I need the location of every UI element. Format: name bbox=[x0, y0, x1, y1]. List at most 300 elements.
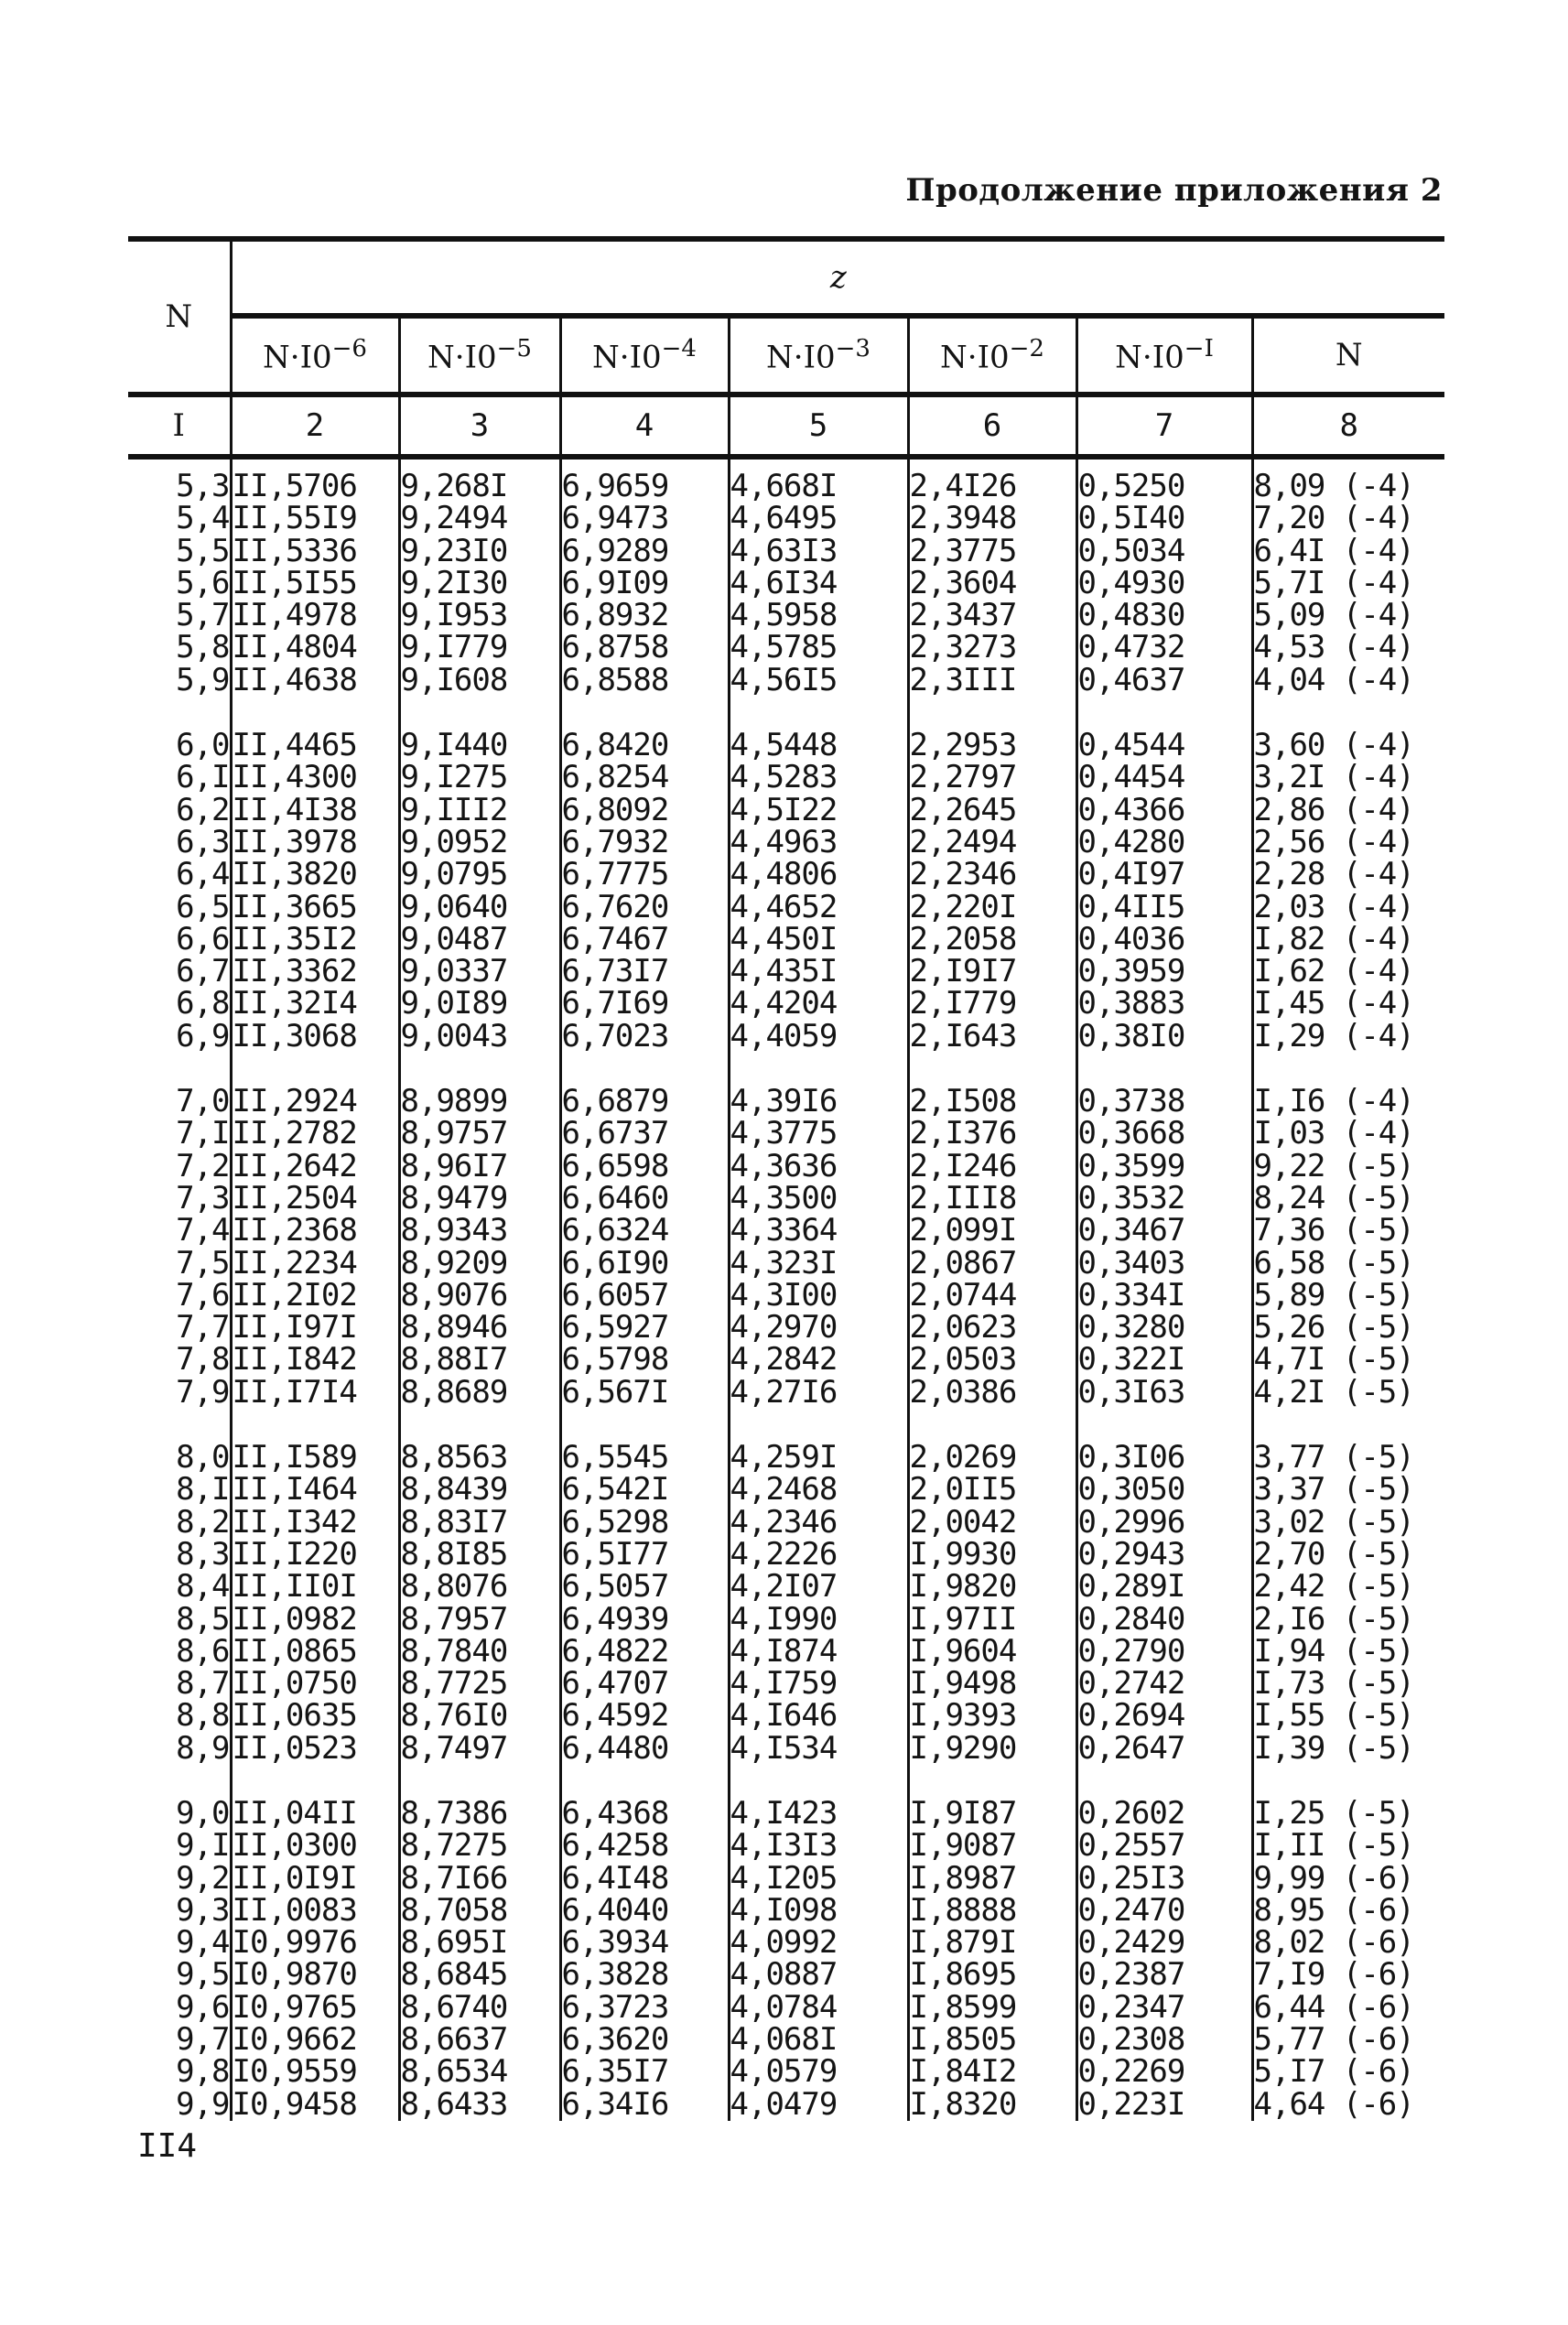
table-cell: II,I220 bbox=[232, 1535, 357, 1573]
header-subcolumns bbox=[128, 316, 1444, 395]
group-column-c3 bbox=[399, 457, 560, 697]
table-cell: 0,5250 bbox=[1077, 468, 1185, 504]
table-cell: 4,435I bbox=[730, 953, 838, 990]
group-column-c6 bbox=[908, 1794, 1076, 2123]
table-cell: 8,96I7 bbox=[400, 1147, 508, 1184]
table-cell: I,55 (-5) bbox=[1253, 1697, 1414, 1735]
table-cell: 2,3948 bbox=[909, 500, 1017, 537]
table-cell: 4,39I6 bbox=[730, 1083, 838, 1120]
table-cell: 0,2557 bbox=[1077, 1827, 1185, 1865]
table-cell: I0,9559 bbox=[232, 2053, 357, 2091]
table-cell: II,4I38 bbox=[232, 791, 357, 828]
table-cell: 9,2 bbox=[176, 1859, 230, 1897]
table-cell: 0,2308 bbox=[1077, 2021, 1185, 2059]
table-cell: 0,2742 bbox=[1077, 1665, 1185, 1703]
table-cell: 9,I440 bbox=[400, 727, 508, 764]
group-column-c5 bbox=[729, 1083, 908, 1411]
table-cell: 8,9 bbox=[176, 1729, 230, 1767]
table-cell: 4,2I (-5) bbox=[1253, 1373, 1414, 1411]
table-cell: 2,0269 bbox=[909, 1439, 1017, 1476]
table-cell: 6,6 bbox=[176, 920, 230, 957]
table-cell: 6,542I bbox=[561, 1471, 669, 1509]
table-cell: 8,8689 bbox=[400, 1373, 508, 1411]
table-cell: I,9290 bbox=[909, 1729, 1017, 1767]
table-cell: 2,0867 bbox=[909, 1244, 1017, 1281]
table-cell: 6,5798 bbox=[561, 1341, 669, 1379]
group-column-n bbox=[128, 1083, 231, 1411]
table-cell: 8,9076 bbox=[400, 1276, 508, 1314]
table-cell: 4,4652 bbox=[730, 888, 838, 925]
table-cell: 7,4 bbox=[176, 1212, 230, 1249]
table-cell: II,I342 bbox=[232, 1503, 357, 1541]
table-cell: 6,6598 bbox=[561, 1147, 669, 1184]
table-cell: 4,3500 bbox=[730, 1179, 838, 1217]
table-cell: 4,63I3 bbox=[730, 532, 838, 569]
table-cell: II,I589 bbox=[232, 1439, 357, 1476]
table-cell: 6,3 bbox=[176, 823, 230, 860]
table-cell: I,8599 bbox=[909, 1988, 1017, 2026]
table-cell: I,8320 bbox=[909, 2085, 1017, 2123]
table-cell: 0,25I3 bbox=[1077, 1859, 1185, 1897]
table-cell: 8,2 bbox=[176, 1503, 230, 1541]
table-cell: I,45 (-4) bbox=[1253, 985, 1414, 1022]
table-cell: 5,7 bbox=[176, 597, 230, 634]
table-cell: 8,7 bbox=[176, 1665, 230, 1703]
table-cell: 8,7058 bbox=[400, 1891, 508, 1929]
table-cell: 0,5034 bbox=[1077, 532, 1185, 569]
table-cell: 3,2I (-4) bbox=[1253, 759, 1414, 796]
column-number: 6 bbox=[908, 395, 1076, 457]
table-cell: 4,068I bbox=[730, 2021, 838, 2059]
table-cell: 8,02 (-6) bbox=[1253, 1924, 1414, 1962]
table-cell: 4,I423 bbox=[730, 1794, 838, 1832]
table-cell: 6,5298 bbox=[561, 1503, 669, 1541]
table-cell: II,3068 bbox=[232, 1017, 357, 1054]
table-cell: II,4978 bbox=[232, 597, 357, 634]
table-cell: 9,0337 bbox=[400, 953, 508, 990]
table-cell: 2,I508 bbox=[909, 1083, 1017, 1120]
table-cell: 8,83I7 bbox=[400, 1503, 508, 1541]
table-cell: 4,0479 bbox=[730, 2085, 838, 2123]
table-cell: 9,I608 bbox=[400, 661, 508, 698]
group-column-c7 bbox=[1076, 1794, 1252, 2123]
table-cell: 9,0795 bbox=[400, 856, 508, 893]
table-cell: 5,9 bbox=[176, 661, 230, 698]
table-cell: II,I97I bbox=[232, 1309, 357, 1346]
table-cell: 2,220I bbox=[909, 888, 1017, 925]
table-cell: 4,56I5 bbox=[730, 661, 838, 698]
table-cell: I,8987 bbox=[909, 1859, 1017, 1897]
table-cell: 5,5 bbox=[176, 532, 230, 569]
column-number: 8 bbox=[1252, 395, 1444, 457]
table-cell: 4,7I (-5) bbox=[1253, 1341, 1414, 1379]
table-cell: 2,I246 bbox=[909, 1147, 1017, 1184]
table-cell: 2,2494 bbox=[909, 823, 1017, 860]
table-cell: 4,450I bbox=[730, 920, 838, 957]
table-cell: 7,0 bbox=[176, 1083, 230, 1120]
group-column-c6 bbox=[908, 727, 1076, 1054]
table-cell: 9,4 bbox=[176, 1924, 230, 1962]
table-cell: I,84I2 bbox=[909, 2053, 1017, 2091]
table-cell: 8,95 (-6) bbox=[1253, 1891, 1414, 1929]
table-cell: I,II (-5) bbox=[1253, 1827, 1414, 1865]
table-cell: 2,0503 bbox=[909, 1341, 1017, 1379]
table-cell: 4,5958 bbox=[730, 597, 838, 634]
table-cell: 4,I205 bbox=[730, 1859, 838, 1897]
group-column-c8 bbox=[1252, 1083, 1444, 1411]
table-cell: 9,5 bbox=[176, 1956, 230, 1994]
table-cell: 6,2 bbox=[176, 791, 230, 828]
table-cell: 8,I bbox=[176, 1471, 230, 1509]
table-cell: I,I6 (-4) bbox=[1253, 1083, 1414, 1120]
table-cell: 4,27I6 bbox=[730, 1373, 838, 1411]
table-cell: 8,6534 bbox=[400, 2053, 508, 2091]
table-cell: 6,4368 bbox=[561, 1794, 669, 1832]
table-cell: 6,I bbox=[176, 759, 230, 796]
table-cell: 7,I9 (-6) bbox=[1253, 1956, 1414, 1994]
table-cell: 2,3273 bbox=[909, 629, 1017, 666]
table-cell: II,II0I bbox=[232, 1568, 357, 1606]
table-cell: 4,3I00 bbox=[730, 1276, 838, 1314]
table-cell: 9,8 bbox=[176, 2053, 230, 2091]
table-cell: 8,8076 bbox=[400, 1568, 508, 1606]
table-cell: 5,26 (-5) bbox=[1253, 1309, 1414, 1346]
table-cell: II,0750 bbox=[232, 1665, 357, 1703]
table-cell: 8,6433 bbox=[400, 2085, 508, 2123]
column-number: 2 bbox=[231, 395, 399, 457]
table-cell: 5,89 (-5) bbox=[1253, 1276, 1414, 1314]
table-cell: 9,I953 bbox=[400, 597, 508, 634]
table-cell: 6,4I (-4) bbox=[1253, 532, 1414, 569]
table-cell: I,97II bbox=[909, 1600, 1017, 1638]
table-cell: 4,I874 bbox=[730, 1632, 838, 1670]
table-cell: 8,8I85 bbox=[400, 1535, 508, 1573]
header-column-numbers bbox=[128, 395, 1444, 457]
table-cell: 6,3620 bbox=[561, 2021, 669, 2059]
header-z: z bbox=[231, 239, 1444, 316]
table-cell: II,2782 bbox=[232, 1115, 357, 1152]
table-cell: 6,6324 bbox=[561, 1212, 669, 1249]
group-column-n bbox=[128, 727, 231, 1054]
table-cell: 8,6845 bbox=[400, 1956, 508, 1994]
table-cell: 4,I759 bbox=[730, 1665, 838, 1703]
group-column-c2 bbox=[231, 727, 399, 1054]
table-cell: 8,7840 bbox=[400, 1632, 508, 1670]
table-cell: 0,3050 bbox=[1077, 1471, 1185, 1509]
group-column-c8 bbox=[1252, 1794, 1444, 2123]
table-cell: 6,6460 bbox=[561, 1179, 669, 1217]
table-cell: II,0300 bbox=[232, 1827, 357, 1865]
table-cell: 4,I3I3 bbox=[730, 1827, 838, 1865]
table-cell: 4,I990 bbox=[730, 1600, 838, 1638]
table-cell: I,9I87 bbox=[909, 1794, 1017, 1832]
table-cell: 2,0386 bbox=[909, 1373, 1017, 1411]
table-cell: 6,7467 bbox=[561, 920, 669, 957]
group-column-c6 bbox=[908, 1439, 1076, 1767]
table-cell: 4,3775 bbox=[730, 1115, 838, 1152]
table-cell: 4,4806 bbox=[730, 856, 838, 893]
table-cell: 2,0744 bbox=[909, 1276, 1017, 1314]
table-row-group bbox=[128, 730, 1444, 1053]
table-cell: 5,77 (-6) bbox=[1253, 2021, 1414, 2059]
table-cell: 6,35I7 bbox=[561, 2053, 669, 2091]
table-cell: II,32I4 bbox=[232, 985, 357, 1022]
table-cell: 4,2468 bbox=[730, 1471, 838, 1509]
table-cell: 6,44 (-6) bbox=[1253, 1988, 1414, 2026]
group-column-c5 bbox=[729, 727, 908, 1054]
table-cell: 6,9659 bbox=[561, 468, 669, 504]
table-cell: 6,4822 bbox=[561, 1632, 669, 1670]
table-cell: 9,I bbox=[176, 1827, 230, 1865]
table-cell: 9,III2 bbox=[400, 791, 508, 828]
group-column-c8 bbox=[1252, 457, 1444, 697]
table-cell: II,5706 bbox=[232, 468, 357, 504]
table-cell: 4,3364 bbox=[730, 1212, 838, 1249]
table-cell: 9,I275 bbox=[400, 759, 508, 796]
table-cell: 8,8 bbox=[176, 1697, 230, 1735]
table-header bbox=[128, 239, 1444, 457]
table-cell: 7,5 bbox=[176, 1244, 230, 1281]
table-cell: 2,2058 bbox=[909, 920, 1017, 957]
page-number: II4 bbox=[137, 2127, 198, 2165]
table-cell: 0,3I06 bbox=[1077, 1439, 1185, 1476]
table-row-group bbox=[128, 1442, 1444, 1765]
header-col-5: $N\cdot I0^{-3}$ bbox=[729, 316, 908, 395]
column-number: 5 bbox=[729, 395, 908, 457]
group-column-c7 bbox=[1076, 727, 1252, 1054]
table-cell: 8,9757 bbox=[400, 1115, 508, 1152]
table-cell: 6,6I90 bbox=[561, 1244, 669, 1281]
table-cell: 6,9473 bbox=[561, 500, 669, 537]
table-cell: 4,668I bbox=[730, 468, 838, 504]
table-cell: 6,7620 bbox=[561, 888, 669, 925]
page-caption: Продолжение приложения 2 bbox=[905, 172, 1443, 209]
table-cell: II,35I2 bbox=[232, 920, 357, 957]
table-cell: I,9087 bbox=[909, 1827, 1017, 1865]
table-cell: 0,5I40 bbox=[1077, 500, 1185, 537]
table-cell: 0,2790 bbox=[1077, 1632, 1185, 1670]
table-cell: 0,289I bbox=[1077, 1568, 1185, 1606]
table-cell: 9,99 (-6) bbox=[1253, 1859, 1414, 1897]
table-cell: I,73 (-5) bbox=[1253, 1665, 1414, 1703]
table-cell: 4,I534 bbox=[730, 1729, 838, 1767]
column-number: 3 bbox=[399, 395, 560, 457]
table-cell: 8,8946 bbox=[400, 1309, 508, 1346]
table-cell: 8,76I0 bbox=[400, 1697, 508, 1735]
table-cell: 6,4707 bbox=[561, 1665, 669, 1703]
table-cell: I,25 (-5) bbox=[1253, 1794, 1414, 1832]
table-cell: 7,2 bbox=[176, 1147, 230, 1184]
table-cell: 5,4 bbox=[176, 500, 230, 537]
table-cell: 6,7023 bbox=[561, 1017, 669, 1054]
table-cell: II,0083 bbox=[232, 1891, 357, 1929]
table-cell: II,2368 bbox=[232, 1212, 357, 1249]
group-column-c3 bbox=[399, 727, 560, 1054]
group-column-c2 bbox=[231, 1794, 399, 2123]
group-column-c6 bbox=[908, 457, 1076, 697]
table-cell: 6,4 bbox=[176, 856, 230, 893]
table-cell: 6,6879 bbox=[561, 1083, 669, 1120]
table-cell: II,0865 bbox=[232, 1632, 357, 1670]
table-cell: II,4300 bbox=[232, 759, 357, 796]
group-column-c2 bbox=[231, 1083, 399, 1411]
table-cell: I,8888 bbox=[909, 1891, 1017, 1929]
table-cell: 7,9 bbox=[176, 1373, 230, 1411]
table-cell: 9,3 bbox=[176, 1891, 230, 1929]
table-cell: 2,86 (-4) bbox=[1253, 791, 1414, 828]
table-cell: 0,4637 bbox=[1077, 661, 1185, 698]
group-column-c4 bbox=[560, 457, 729, 697]
table-cell: 9,0952 bbox=[400, 823, 508, 860]
table-cell: 5,6 bbox=[176, 564, 230, 601]
table-cell: II,0982 bbox=[232, 1600, 357, 1638]
table-cell: 0,322I bbox=[1077, 1341, 1185, 1379]
table-cell: 4,2346 bbox=[730, 1503, 838, 1541]
table-cell: 2,0623 bbox=[909, 1309, 1017, 1346]
table-cell: 8,7957 bbox=[400, 1600, 508, 1638]
table-cell: 2,0042 bbox=[909, 1503, 1017, 1541]
table-cell: 6,3723 bbox=[561, 1988, 669, 2026]
group-column-n bbox=[128, 457, 231, 697]
header-col-7: $N\cdot I0^{-I}$ bbox=[1076, 316, 1252, 395]
table-cell: 8,9343 bbox=[400, 1212, 508, 1249]
table-cell: 7,7 bbox=[176, 1309, 230, 1346]
table-cell: 4,04 (-4) bbox=[1253, 661, 1414, 698]
table-cell: 6,9 bbox=[176, 1017, 230, 1054]
table-cell: 2,III8 bbox=[909, 1179, 1017, 1217]
group-column-c4 bbox=[560, 1083, 729, 1411]
table-cell: 5,8 bbox=[176, 629, 230, 666]
table-cell: 7,6 bbox=[176, 1276, 230, 1314]
table-cell: 9,6 bbox=[176, 1988, 230, 2026]
table-cell: I0,9458 bbox=[232, 2085, 357, 2123]
table-cell: 9,0 bbox=[176, 1794, 230, 1832]
table-cell: 3,77 (-5) bbox=[1253, 1439, 1414, 1476]
table-cell: 6,34I6 bbox=[561, 2085, 669, 2123]
table-cell: 0,4454 bbox=[1077, 759, 1185, 796]
table-cell: 6,6057 bbox=[561, 1276, 669, 1314]
table-cell: 4,4963 bbox=[730, 823, 838, 860]
table-cell: 8,0 bbox=[176, 1439, 230, 1476]
table-cell: 2,3III bbox=[909, 661, 1017, 698]
table-cell: II,4638 bbox=[232, 661, 357, 698]
table-cell: 6,8932 bbox=[561, 597, 669, 634]
table-cell: 6,9I09 bbox=[561, 564, 669, 601]
table-cell: 6,5545 bbox=[561, 1439, 669, 1476]
table-cell: 8,7386 bbox=[400, 1794, 508, 1832]
table-cell: 4,259I bbox=[730, 1439, 838, 1476]
table-cell: 0,3599 bbox=[1077, 1147, 1185, 1184]
table-cell: 8,7275 bbox=[400, 1827, 508, 1865]
table-cell: II,I7I4 bbox=[232, 1373, 357, 1411]
table-cell: 8,9479 bbox=[400, 1179, 508, 1217]
table-cell: 9,0487 bbox=[400, 920, 508, 957]
table-cell: 6,8420 bbox=[561, 727, 669, 764]
table-cell: I,94 (-5) bbox=[1253, 1632, 1414, 1670]
table-cell: I,9393 bbox=[909, 1697, 1017, 1735]
group-column-c7 bbox=[1076, 1083, 1252, 1411]
table-cell: 0,4II5 bbox=[1077, 888, 1185, 925]
table-cell: 2,42 (-5) bbox=[1253, 1568, 1414, 1606]
group-column-c4 bbox=[560, 1439, 729, 1767]
table-cell: 6,3828 bbox=[561, 1956, 669, 1994]
table-cell: 5,3 bbox=[176, 468, 230, 504]
table-cell: 4,0784 bbox=[730, 1988, 838, 2026]
group-column-n bbox=[128, 1794, 231, 2123]
group-column-c5 bbox=[729, 457, 908, 697]
table-cell: 2,2645 bbox=[909, 791, 1017, 828]
header-col-8: N bbox=[1252, 316, 1444, 395]
table-cell: 0,4830 bbox=[1077, 597, 1185, 634]
table-cell: 2,2797 bbox=[909, 759, 1017, 796]
table-cell: 6,5I77 bbox=[561, 1535, 669, 1573]
column-number: 4 bbox=[560, 395, 729, 457]
table-cell: 8,09 (-4) bbox=[1253, 468, 1414, 504]
table-cell: II,0523 bbox=[232, 1729, 357, 1767]
table-row-group bbox=[128, 1798, 1444, 2121]
table-cell: 0,3403 bbox=[1077, 1244, 1185, 1281]
table-cell: 7,3 bbox=[176, 1179, 230, 1217]
table-cell: 9,2I30 bbox=[400, 564, 508, 601]
table-cell: 9,23I0 bbox=[400, 532, 508, 569]
table-cell: 0,3959 bbox=[1077, 953, 1185, 990]
header-col-4: $N\cdot I0^{-4}$ bbox=[560, 316, 729, 395]
table-cell: I,9604 bbox=[909, 1632, 1017, 1670]
table-cell: II,0635 bbox=[232, 1697, 357, 1735]
table-cell: 2,03 (-4) bbox=[1253, 888, 1414, 925]
table-cell: II,04II bbox=[232, 1794, 357, 1832]
table-cell: 0,4544 bbox=[1077, 727, 1185, 764]
table-cell: 4,6I34 bbox=[730, 564, 838, 601]
table-cell: 9,2494 bbox=[400, 500, 508, 537]
table-cell: 6,5 bbox=[176, 888, 230, 925]
table-cell: 6,58 (-5) bbox=[1253, 1244, 1414, 1281]
table-cell: 5,I7 (-6) bbox=[1253, 2053, 1414, 2091]
table-cell: 0,3280 bbox=[1077, 1309, 1185, 1346]
table-cell: 2,I643 bbox=[909, 1017, 1017, 1054]
table-cell: 0,2694 bbox=[1077, 1697, 1185, 1735]
table-cell: I,9498 bbox=[909, 1665, 1017, 1703]
table-cell: II,2924 bbox=[232, 1083, 357, 1120]
table-cell: II,I464 bbox=[232, 1471, 357, 1509]
group-column-c4 bbox=[560, 1794, 729, 2123]
table-cell: 6,0 bbox=[176, 727, 230, 764]
table-cell: 0,2647 bbox=[1077, 1729, 1185, 1767]
table-cell: 4,53 (-4) bbox=[1253, 629, 1414, 666]
table-cell: 0,2269 bbox=[1077, 2053, 1185, 2091]
table-cell: 0,2602 bbox=[1077, 1794, 1185, 1832]
table-cell: 8,695I bbox=[400, 1924, 508, 1962]
table-cell: 0,2470 bbox=[1077, 1891, 1185, 1929]
table-cell: 4,2970 bbox=[730, 1309, 838, 1346]
group-column-n bbox=[128, 1439, 231, 1767]
table-cell: 6,3934 bbox=[561, 1924, 669, 1962]
table-cell: II,55I9 bbox=[232, 500, 357, 537]
table-cell: 2,3437 bbox=[909, 597, 1017, 634]
table-cell: 6,4480 bbox=[561, 1729, 669, 1767]
table-cell: 0,3738 bbox=[1077, 1083, 1185, 1120]
table-cell: 8,9899 bbox=[400, 1083, 508, 1120]
table-cell: 0,334I bbox=[1077, 1276, 1185, 1314]
table-cell: 2,3775 bbox=[909, 532, 1017, 569]
table-cell: 8,7725 bbox=[400, 1665, 508, 1703]
table-cell: 0,2387 bbox=[1077, 1956, 1185, 1994]
table-cell: I0,9976 bbox=[232, 1924, 357, 1962]
table-cell: I0,9870 bbox=[232, 1956, 357, 1994]
group-column-c2 bbox=[231, 457, 399, 697]
table-cell: 0,3I63 bbox=[1077, 1373, 1185, 1411]
table-cell: 6,73I7 bbox=[561, 953, 669, 990]
